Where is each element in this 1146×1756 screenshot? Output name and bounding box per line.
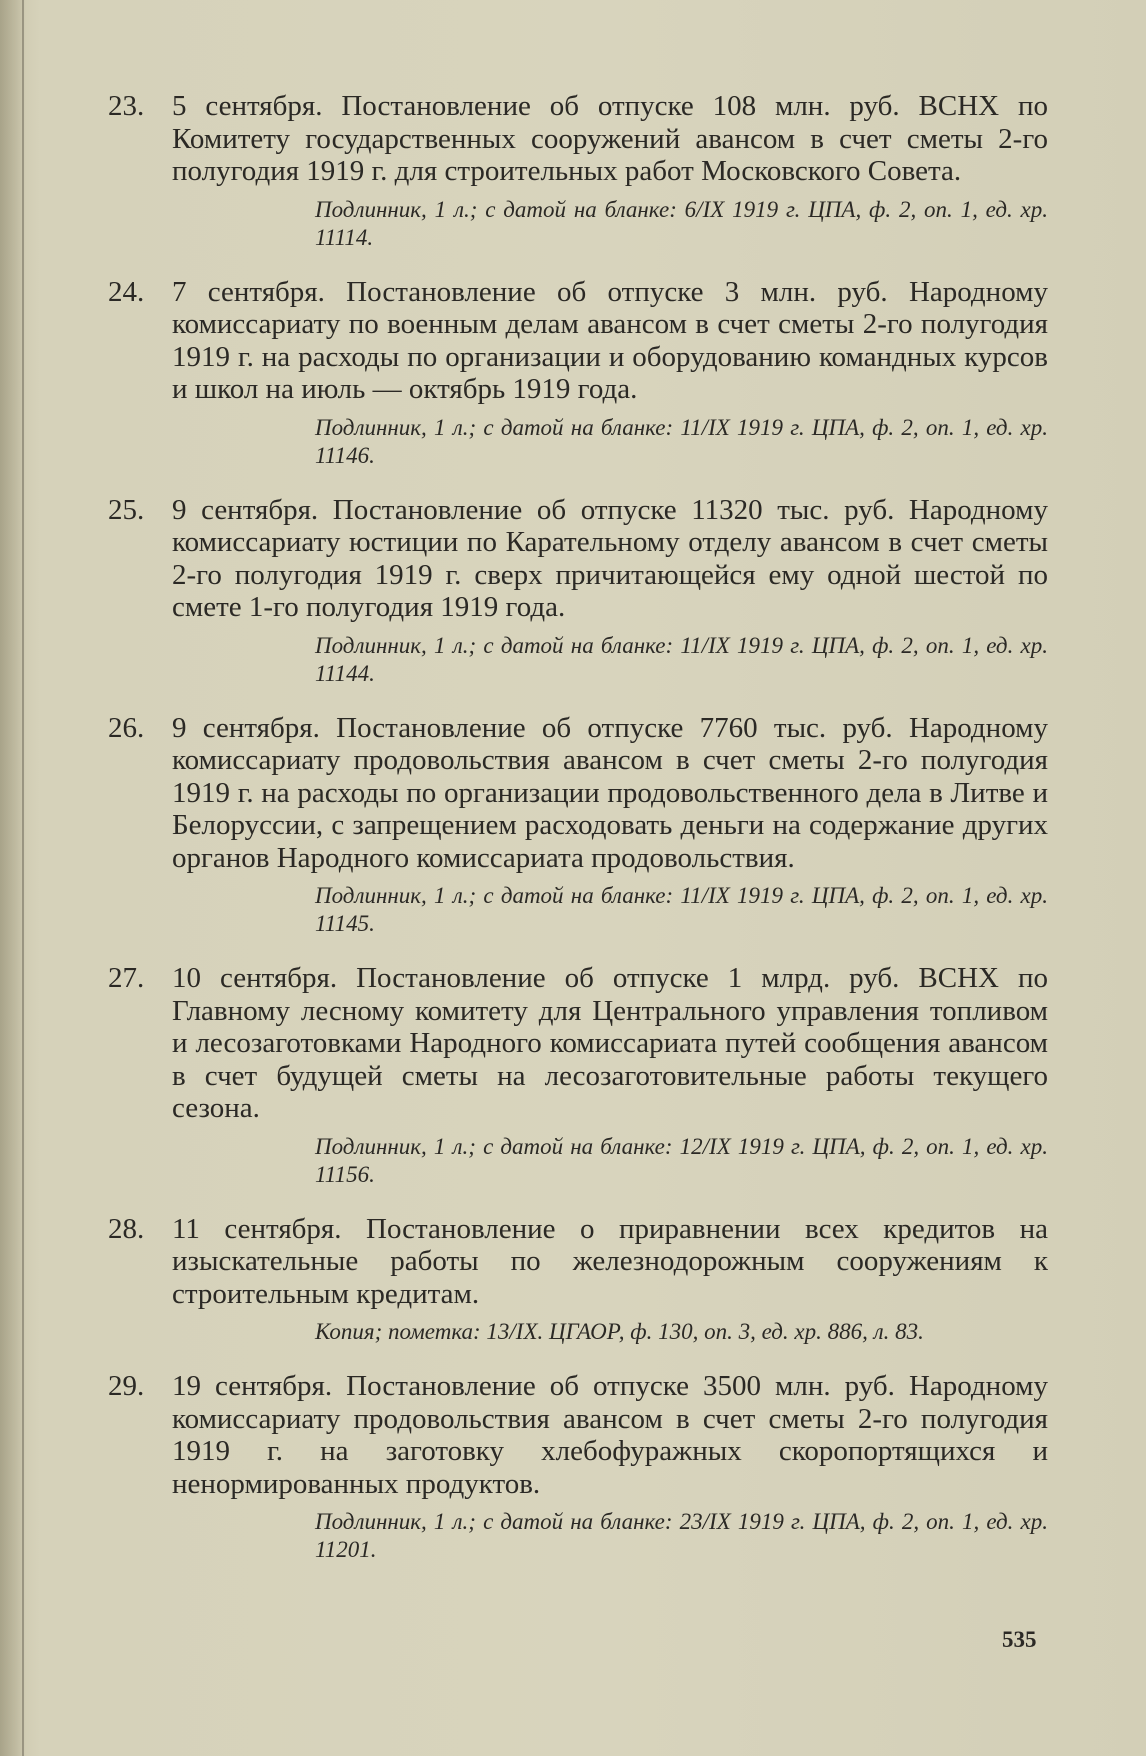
entry-text: 9 сентября. Постановление об отпуске 7760 тыс. руб. Народному комиссариату продовольствия авансом в счет сметы 2-го полугодия 1919 г. на расходы по организации продовольственного дела в Литве и Белоруссии, с запрещением расходовать деньги на содержание других органов Народного комиссариата продовольствия.: [172, 711, 1048, 874]
entry-number: 23.: [108, 90, 145, 122]
entry-text: 5 сентября. Постановление об отпуске 108 млн. руб. ВСНХ по Комитету государственных сооружений авансом в счет сметы 2-го полугодия 1919 г. для строительных работ Московского Совета.: [172, 90, 1048, 187]
entry-25: [108, 494, 1048, 688]
page-number: 535: [1002, 1627, 1037, 1652]
entry-source-reference: Подлинник, 1 л.; с датой на бланке: 11/IX 1919 г. ЦПА, ф. 2, оп. 1, ед. хр. 11144.: [315, 632, 1048, 686]
entry-source-reference: Подлинник, 1 л.; с датой на бланке: 23/IX 1919 г. ЦПА, ф. 2, оп. 1, ед. хр. 11201.: [315, 1509, 1048, 1562]
entry-source-reference: Копия; пометка: 13/IX. ЦГАОР, ф. 130, оп. 3, ед. хр. 886, л. 83.: [315, 1319, 924, 1344]
entry-number: 29.: [108, 1370, 145, 1402]
entry-24: [108, 276, 1048, 470]
entry-number: 27.: [108, 962, 145, 994]
entry-27: [108, 962, 1048, 1189]
entry-text: 9 сентября. Постановление об отпуске 11320 тыс. руб. Народному комиссариату юстиции по Карательному отделу авансом в счет сметы 2-го полугодия 1919 г. сверх причитающейся ему одной шестой по смете 1-го полугодия 1919 года.: [172, 493, 1048, 623]
entry-23: [108, 90, 1048, 252]
entry-source-reference: Подлинник, 1 л.; с датой на бланке: 11/IX 1919 г. ЦПА, ф. 2, оп. 1, ед. хр. 11145.: [315, 883, 1048, 936]
entry-26: [108, 712, 1048, 939]
entry-source-reference: Подлинник, 1 л.; с датой на бланке: 6/IX 1919 г. ЦПА, ф. 2, оп. 1, ед. хр. 11114.: [315, 196, 1048, 250]
entry-source-reference: Подлинник, 1 л.; с датой на бланке: 12/IX 1919 г. ЦПА, ф. 2, оп. 1, ед. хр. 11156.: [315, 1133, 1048, 1187]
entry-number: 24.: [108, 275, 145, 308]
entry-29: [108, 1370, 1048, 1564]
entries-list: [108, 90, 1048, 1588]
entry-text: 19 сентября. Постановление об отпуске 3500 млн. руб. Народному комиссариату продовольствия авансом в счет сметы 2-го полугодия 1919 г. на заготовку хлебофуражных скоропортящихся и ненормированных продуктов.: [172, 1370, 1048, 1500]
entry-text: 7 сентября. Постановление об отпуске 3 млн. руб. Народному комиссариату по военным делам авансом в счет сметы 2-го полугодия 1919 г. на расходы по организации и оборудованию командных курсов и школ на июль — октябрь 1919 года.: [172, 275, 1048, 405]
entry-number: 25.: [108, 493, 145, 526]
entry-text: 10 сентября. Постановление об отпуске 1 млрд. руб. ВСНХ по Главному лесному комитету для Центрального управления топливом и лесозаготовками Народного комиссариата путей сообщения авансом в счет будущей сметы на лесозаготовительные работы текущего сезона.: [172, 962, 1048, 1124]
spine-line: [22, 0, 24, 1756]
entry-text: 11 сентября. Постановление о приравнении всех кредитов на изыскательные работы по железнодорожным сооружениям к строительным кредитам.: [172, 1212, 1048, 1310]
entry-number: 26.: [108, 711, 145, 744]
entry-number: 28.: [108, 1212, 145, 1245]
entry-28: [108, 1213, 1048, 1347]
entry-source-reference: Подлинник, 1 л.; с датой на бланке: 11/IX 1919 г. ЦПА, ф. 2, оп. 1, ед. хр. 11146.: [315, 414, 1048, 468]
